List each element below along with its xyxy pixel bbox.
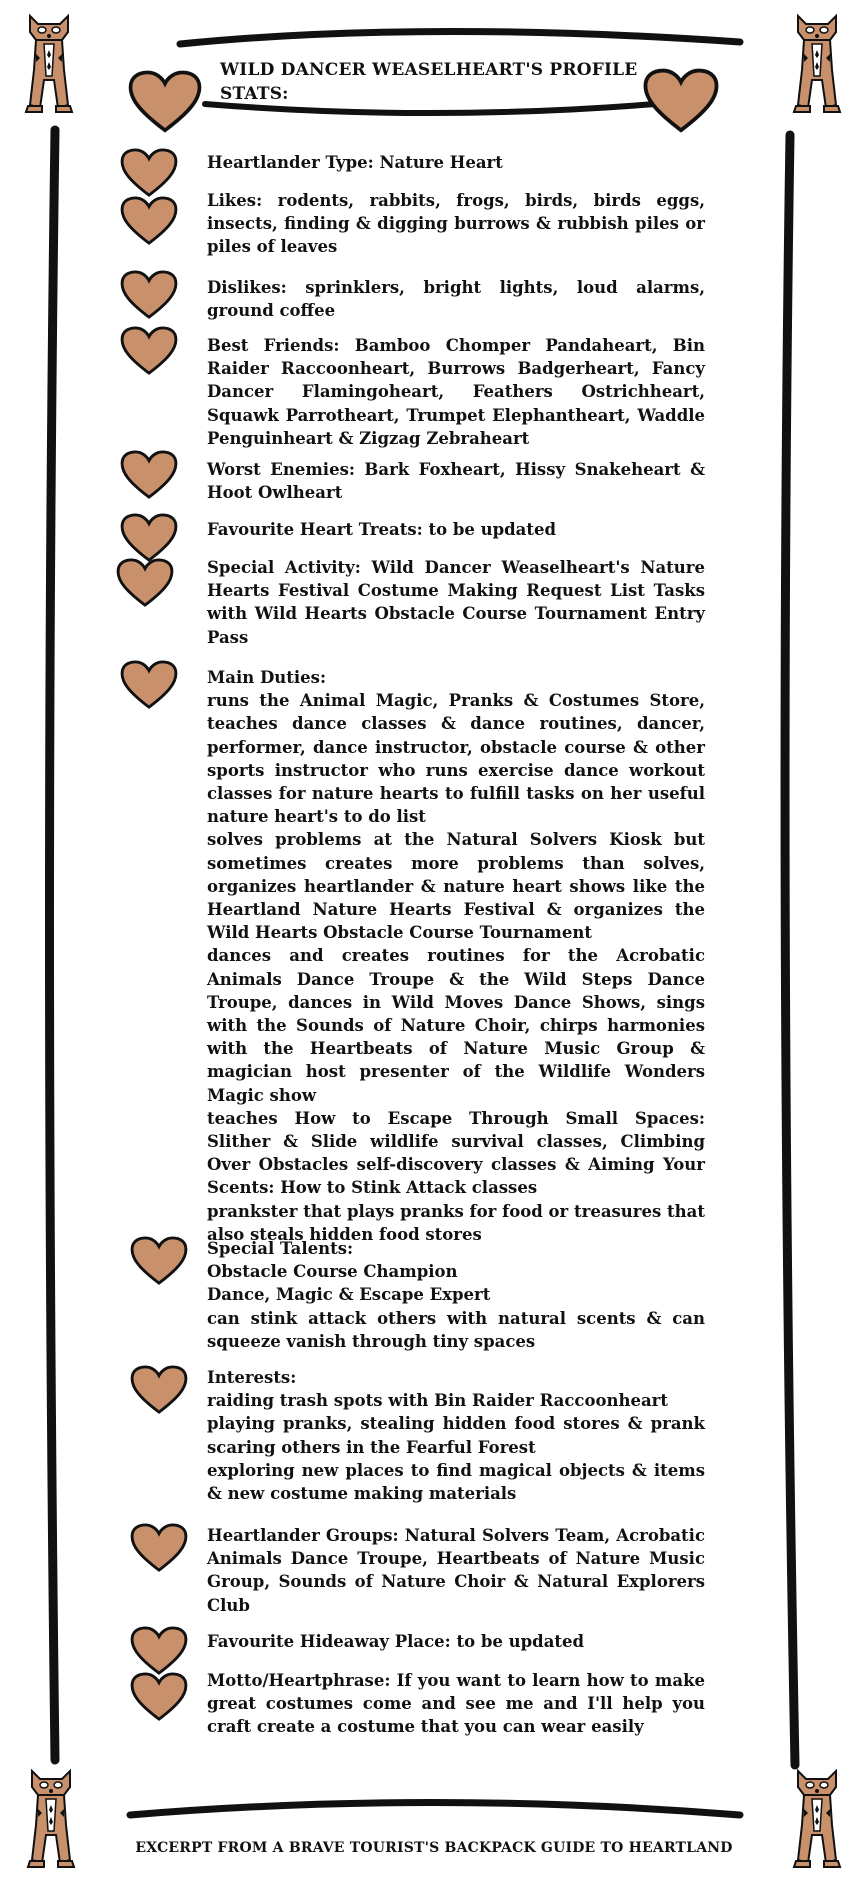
title-line-2: STATS:	[220, 84, 289, 104]
interests-paragraph-1: raiding trash spots with Bin Raider Raccoonheart	[207, 1391, 668, 1411]
duties-paragraph-3: dances and creates routines for the Acrobatic Animals Dance Troupe & the Wild Steps Dance Troupe, dances in Wild Moves Dance Shows, sings with the Sounds of Nature Choir, chirps harmonies with the Heartbeats of Nature Music Group & magician host presenter of the Wildlife Wonders Magic show	[207, 946, 705, 1105]
section-groups: Heartlander Groups: Natural Solvers Team, Acrobatic Animals Dance Troupe, Heartbeats of Nature Music Group, Sounds of Nature Choir & Natural Explorers Club	[207, 1526, 705, 1615]
footer-caption: EXCERPT FROM A BRAVE TOURIST'S BACKPACK GUIDE TO HEARTLAND	[135, 1840, 733, 1856]
heart-icon-dislikes	[120, 270, 178, 320]
section-hideaway: Favourite Hideaway Place: to be updated	[207, 1632, 585, 1651]
section-type: Heartlander Type: Nature Heart	[207, 153, 503, 172]
talents-paragraph-2: Dance, Magic & Escape Expert	[207, 1285, 491, 1305]
heart-icon-likes	[120, 196, 178, 246]
title-line-1: WILD DANCER WEASELHEART'S PROFILE	[220, 60, 638, 80]
section-talents	[207, 1237, 705, 1353]
heart-icon-groups	[130, 1523, 188, 1573]
talents-paragraph-1: Obstacle Course Champion	[207, 1262, 458, 1282]
section-treats: Favourite Heart Treats: to be updated	[207, 520, 557, 539]
section-motto: Motto/Heartphrase: If you want to learn how to make great costumes come and see me and I'll help you craft create a costume that you can wear easily	[207, 1671, 705, 1737]
weasel-icon-top-right	[790, 10, 844, 120]
heart-icon-type	[120, 148, 178, 198]
section-interests	[207, 1366, 705, 1505]
interests-paragraph-2: playing pranks, stealing hidden food stores & prank scaring others in the Fearful Forest	[207, 1414, 705, 1457]
heart-icon-hideaway	[130, 1626, 188, 1676]
heart-icon-title-left	[128, 70, 202, 134]
weasel-icon-top-left	[22, 10, 76, 120]
bottom-curve	[130, 1803, 740, 1816]
interests-paragraph-3: exploring new places to find magical objects & items & new costume making materials	[207, 1460, 705, 1504]
section-duties	[207, 666, 705, 1246]
heart-icon-interests	[130, 1365, 188, 1415]
talents-paragraph-3: can stink attack others with natural scents & can squeeze vanish through tiny spaces	[207, 1308, 705, 1351]
section-best-friends: Best Friends: Bamboo Chomper Pandaheart, Bin Raider Raccoonheart, Burrows Badgerheart, Fancy Dancer Flamingoheart, Feathers Ostrichheart, Squawk Parrotheart, Trumpet Elephantheart, Waddle Penguinheart & Zigzag Zebraheart	[207, 336, 705, 448]
weasel-icon-bottom-right	[790, 1765, 844, 1875]
section-dislikes: Dislikes: sprinklers, bright lights, loud alarms, ground coffee	[207, 278, 705, 321]
left-border	[50, 130, 56, 1760]
heart-icon-worst-enemies	[120, 450, 178, 500]
duties-heading: Main Duties:	[207, 668, 327, 687]
heart-icon-motto	[130, 1672, 188, 1722]
duties-paragraph-4: teaches How to Escape Through Small Spaces: Slither & Slide wildlife survival classes, Climbing Over Obstacles self-discovery classes & Aiming Your Scents: How to Stink Attack classes	[207, 1108, 705, 1198]
duties-paragraph-2: solves problems at the Natural Solvers Kiosk but sometimes creates more problems than solves, organizes heartlander & nature heart shows like the Heartland Nature Hearts Festival & organizes the Wild Hearts Obstacle Course Tournament	[207, 830, 705, 943]
duties-paragraph-1: runs the Animal Magic, Pranks & Costumes Store, teaches dance classes & dance routines, dancer, performer, dance instructor, obstacle course & other sports instructor who runs exercise dance workout classes for nature hearts to fulfill tasks on her useful nature heart's to do list	[207, 691, 705, 827]
heart-icon-talents	[130, 1236, 188, 1286]
heart-icon-duties	[120, 660, 178, 710]
interests-heading: Interests:	[207, 1368, 297, 1387]
section-likes: Likes: rodents, rabbits, frogs, birds, birds eggs, insects, finding & digging burrows & rubbish piles or piles of leaves	[207, 191, 705, 257]
heart-icon-activity	[116, 558, 174, 608]
heart-icon-title-right	[642, 68, 720, 134]
heart-icon-treats	[120, 513, 178, 563]
talents-heading: Special Talents:	[207, 1239, 354, 1258]
section-worst-enemies: Worst Enemies: Bark Foxheart, Hissy Snakeheart & Hoot Owlheart	[207, 460, 705, 503]
heart-icon-best-friends	[120, 326, 178, 376]
right-border	[785, 135, 795, 1765]
section-activity: Special Activity: Wild Dancer Weaselheart's Nature Hearts Festival Costume Making Request List Tasks with Wild Hearts Obstacle Course Tournament Entry Pass	[207, 558, 705, 647]
duties-paragraph-5: prankster that plays pranks for food or treasures that also steals hidden food stores	[207, 1201, 705, 1244]
top-curve	[180, 31, 740, 44]
page-title	[220, 58, 637, 106]
weasel-icon-bottom-left	[24, 1765, 78, 1875]
